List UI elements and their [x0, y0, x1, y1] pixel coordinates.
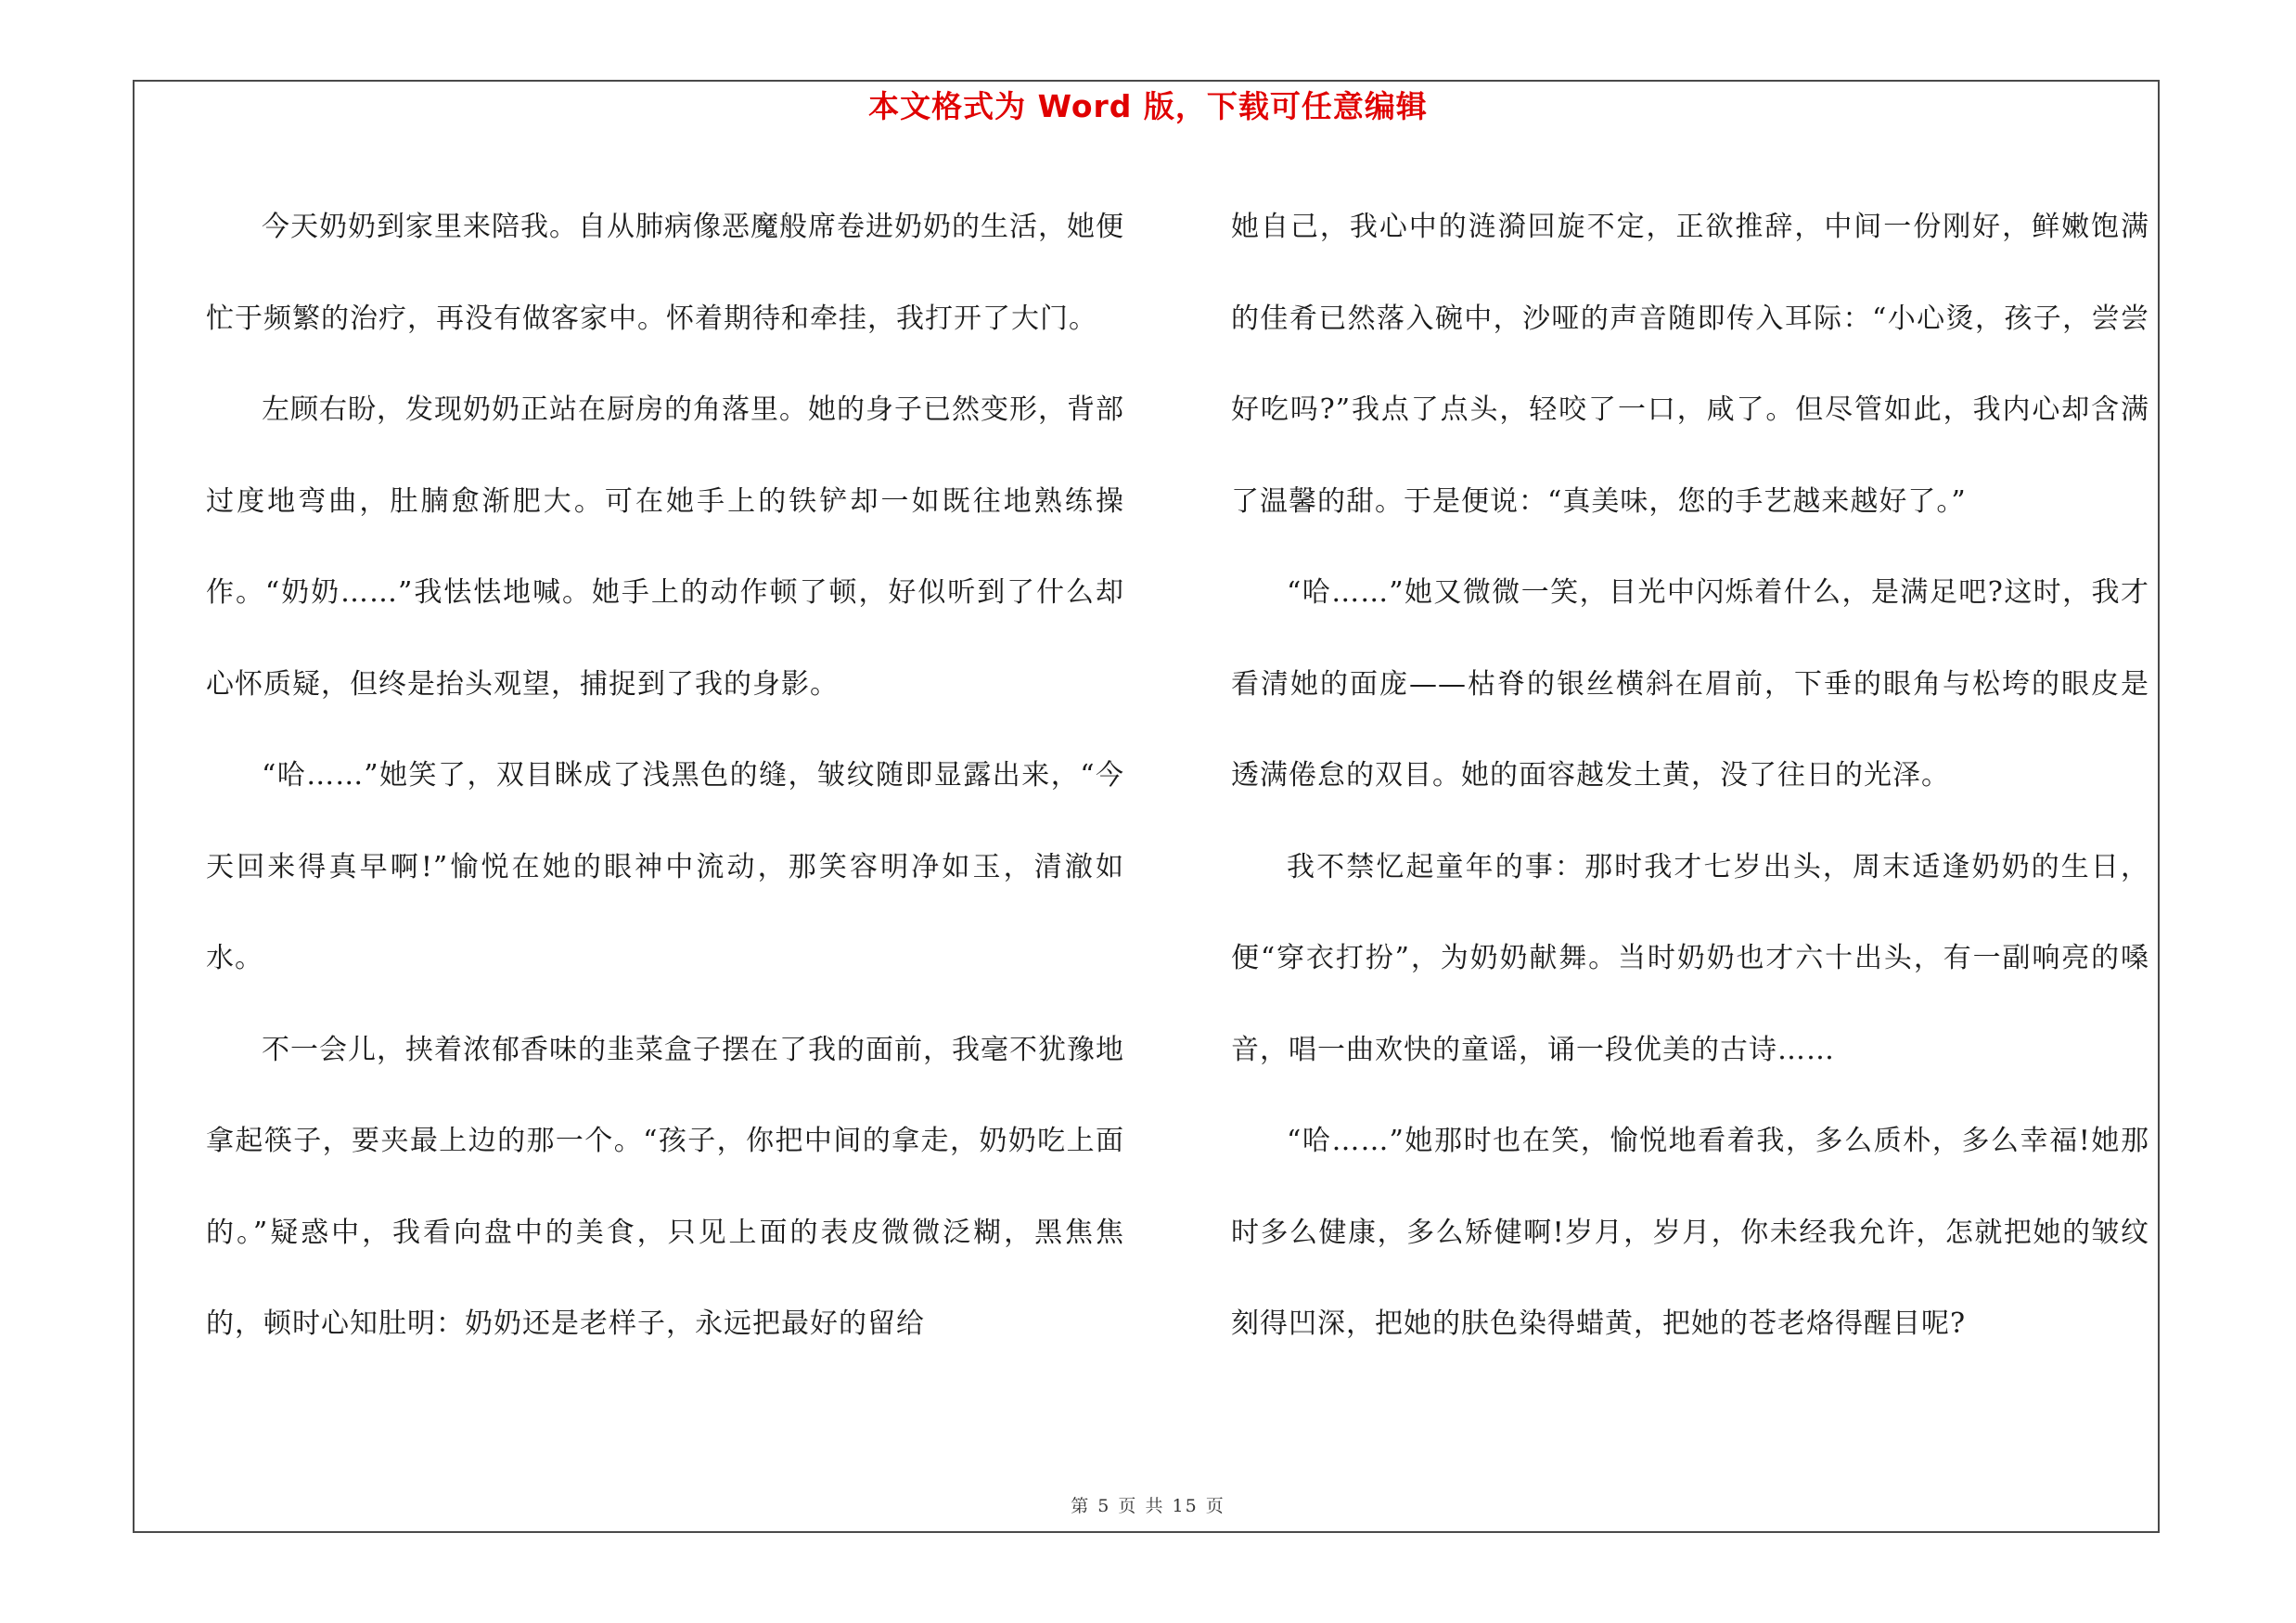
body-paragraph: 我不禁忆起童年的事：那时我才七岁出头，周末适逢奶奶的生日，便“穿衣打扮”，为奶奶献舞。当时奶奶也才六十出头，有一副响亮的嗓音，唱一曲欢快的童谣，诵一段优美的古诗…… [1231, 850, 2149, 1066]
body-paragraph: “哈……”她又微微一笑，目光中闪烁着什么，是满足吧?这时，我才看清她的面庞——枯脊的银丝横斜在眉前，下垂的眼角与松垮的眼皮是透满倦怠的双目。她的面容越发土黄，没了往日的光泽。 [1231, 576, 2149, 792]
format-notice-banner: 本文格式为 Word 版，下载可任意编辑 [868, 88, 1428, 124]
body-paragraph: 今天奶奶到家里来陪我。自从肺病像恶魔般席卷进奶奶的生活，她便忙于频繁的治疗，再没有做客家中。怀着期待和牵挂，我打开了大门。 [206, 211, 1124, 335]
left-text-column [206, 182, 1124, 1371]
page-number-footer: 第 5 页 共 15 页 [1071, 1496, 1225, 1516]
body-paragraph: 左顾右盼，发现奶奶正站在厨房的角落里。她的身子已然变形，背部过度地弯曲，肚腩愈渐肥大。可在她手上的铁铲却一如既往地熟练操作。“奶奶……”我怯怯地喊。她手上的动作顿了顿，好似听到了什么却心怀质疑，但终是抬头观望，捕捉到了我的身影。 [206, 393, 1124, 701]
continued-paragraph: 她自己，我心中的涟漪回旋不定，正欲推辞，中间一份刚好，鲜嫩饱满的佳肴已然落入碗中，沙哑的声音随即传入耳际：“小心烫，孩子，尝尝好吃吗?”我点了点头，轻咬了一口，咸了。但尽管如此，我内心却含满了温馨的甜。于是便说：“真美味，您的手艺越来越好了。” [1231, 211, 2149, 518]
body-paragraph: “哈……”她笑了，双目眯成了浅黑色的缝，皱纹随即显露出来，“今天回来得真早啊!”愉悦在她的眼神中流动，那笑容明净如玉，清澈如水。 [206, 759, 1124, 974]
body-paragraph: 不一会儿，挟着浓郁香味的韭菜盒子摆在了我的面前，我毫不犹豫地拿起筷子，要夹最上边的那一个。“孩子，你把中间的拿走，奶奶吃上面的。”疑惑中，我看向盘中的美食，只见上面的表皮微微泛糊，黑焦焦的，顿时心知肚明：奶奶还是老样子，永远把最好的留给 [206, 1033, 1124, 1340]
right-text-column [1231, 182, 2149, 1371]
body-paragraph: “哈……”她那时也在笑，愉悦地看着我，多么质朴，多么幸福!她那时多么健康，多么矫健啊!岁月，岁月，你未经我允许，怎就把她的皱纹刻得凹深，把她的肤色染得蜡黄，把她的苍老烙得醒目呢? [1231, 1125, 2149, 1340]
